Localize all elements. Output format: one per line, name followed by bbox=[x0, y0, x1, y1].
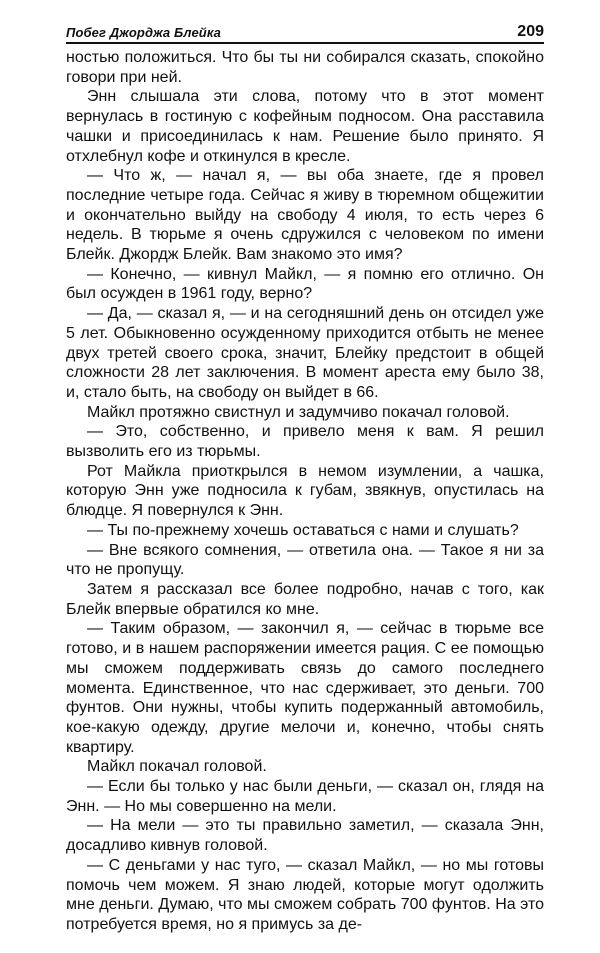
body-text bbox=[66, 48, 544, 935]
paragraph: Майкл протяжно свистнул и задумчиво покачал головой. bbox=[87, 403, 510, 421]
paragraph: — Если бы только у нас были деньги, — сказал он, глядя на Энн. — Но мы совершенно на мели. bbox=[66, 778, 544, 815]
running-title: Побег Джорджа Блейка bbox=[66, 25, 221, 40]
paragraph: — Что ж, — начал я, — вы оба знаете, где я провел последние четыре года. Сейчас я живу в тюремном общежитии и окончательно выйду на свободу 4 июля, то есть через 6 недель. В тюрьме я очень сдружился с человеком по имени Блейк. Джордж Блейк. Вам знакомо это имя? bbox=[66, 167, 544, 264]
paragraph: — Это, собственно, и привело меня к вам. Я решил вызволить его из тюрьмы. bbox=[66, 423, 544, 461]
paragraph: — Таким образом, — закончил я, — сейчас в тюрьме все готово, и в нашем распоряжении имеется рация. С ее помощью мы сможем поддерживать связь до самого последнего момента. Единственное, что нас сдерживает, это деньги. 700 фунтов. Они нужны, чтобы купить подержанный автомобиль, кое-какую одежду, другие мелочи и, конечно, чтобы снять квартиру. bbox=[66, 620, 544, 756]
paragraph: — Вне всякого сомнения, — ответила она. — Такое я ни за что не пропущу. bbox=[66, 541, 544, 579]
paragraph: — Ты по-прежнему хочешь оставаться с нами и слушать? bbox=[87, 521, 519, 539]
paragraph: — Да, — сказал я, — и на сегодняшний день он отсидел уже 5 лет. Обыкновенно осужденному приходится отбыть не менее двух третей своего срока, значит, Блейку предстоит в общей сложности 28 лет заключения. В момент ареста ему было 38, и, стало быть, на свободу он выйдет в 66. bbox=[66, 305, 544, 401]
page-number: 209 bbox=[517, 23, 544, 40]
paragraph: Рот Майкла приоткрылся в немом изумлении, а чашка, которую Энн уже подносила к губам, звякнув, опустилась на блюдце. Я повернулся к Энн. bbox=[66, 462, 544, 520]
paragraph: ностью положиться. Что бы ты ни собирался сказать, спокойно говори при ней. bbox=[66, 49, 544, 86]
paragraph: Майкл покачал головой. bbox=[87, 758, 267, 776]
paragraph: — С деньгами у нас туго, — сказал Майкл, — но мы готовы помочь чем можем. Я знаю людей, которые могут одолжить мне деньги. Думаю, что мы сможем собрать 700 фунтов. На это потребуется время, но я примусь за де- bbox=[66, 856, 544, 933]
running-head bbox=[66, 20, 544, 44]
paragraph: — На мели — это ты правильно заметил, — сказала Энн, досадливо кивнув головой. bbox=[66, 817, 544, 855]
book-page bbox=[66, 20, 544, 935]
paragraph: Затем я рассказал все более подробно, начав с того, как Блейк впервые обратился ко мне. bbox=[66, 580, 544, 618]
paragraph: — Конечно, — кивнул Майкл, — я помню его отлично. Он был осужден в 1961 году, верно? bbox=[66, 265, 544, 303]
paragraph: Энн слышала эти слова, потому что в этот момент вернулась в гостиную с кофейным подносом. Она расставила чашки и присоединилась к нам. Решение было принято. Я отхлебнул кофе и откинулся в кресле. bbox=[66, 88, 544, 165]
